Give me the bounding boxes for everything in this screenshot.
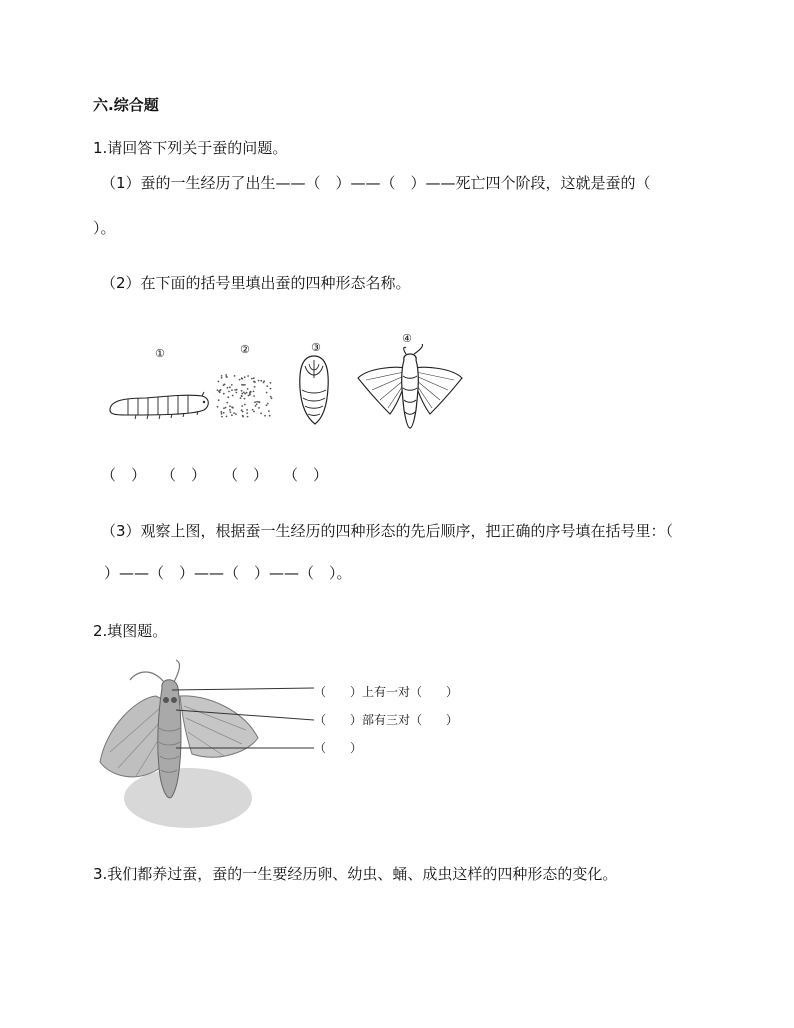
blank-stage-4[interactable]: （ ） [283,466,329,484]
q2-label-2[interactable]: （ ）部有三对（ ） [314,713,459,727]
q1-p1-line1: （1）蚕的一生经历了出生——（ ）——（ ）——死亡四个阶段，这就是蚕的（ [101,174,651,192]
q1-title: 1.请回答下列关于蚕的问题。 [93,139,288,157]
q1-p2: （2）在下面的括号里填出蚕的四种形态名称。 [101,274,411,292]
leader-lines [170,680,320,760]
q1-p1-line2: ）。 [93,219,116,237]
q2-label-3[interactable]: （ ） [314,741,363,755]
stage-label-1: ① [155,347,165,360]
eggs-illustration [214,372,276,420]
larva-illustration [106,388,214,422]
pupa-illustration [297,354,331,426]
q2-title: 2.填图题。 [93,622,168,640]
blank-stage-2[interactable]: （ ） [161,466,207,484]
blank-stage-1[interactable]: （ ） [101,466,147,484]
blank-stage-3[interactable]: （ ） [223,466,269,484]
section-title: 六.综合题 [93,96,159,114]
q2-label-1[interactable]: （ ）上有一对（ ） [314,685,459,699]
stage-label-3: ③ [311,341,321,354]
q1-p3-line1: （3）观察上图，根据蚕一生经历的四种形态的先后顺序，把正确的序号填在括号里：（ [101,522,674,540]
moth-illustration [354,344,466,430]
stage-label-4: ④ [402,332,412,345]
q3-title: 3.我们都养过蚕，蚕的一生要经历卵、幼虫、蛹、成虫这样的四种形态的变化。 [93,865,618,883]
q1-p3-line2: ）——（ ）——（ ）——（ ）。 [104,564,352,582]
stage-label-2: ② [240,343,250,356]
